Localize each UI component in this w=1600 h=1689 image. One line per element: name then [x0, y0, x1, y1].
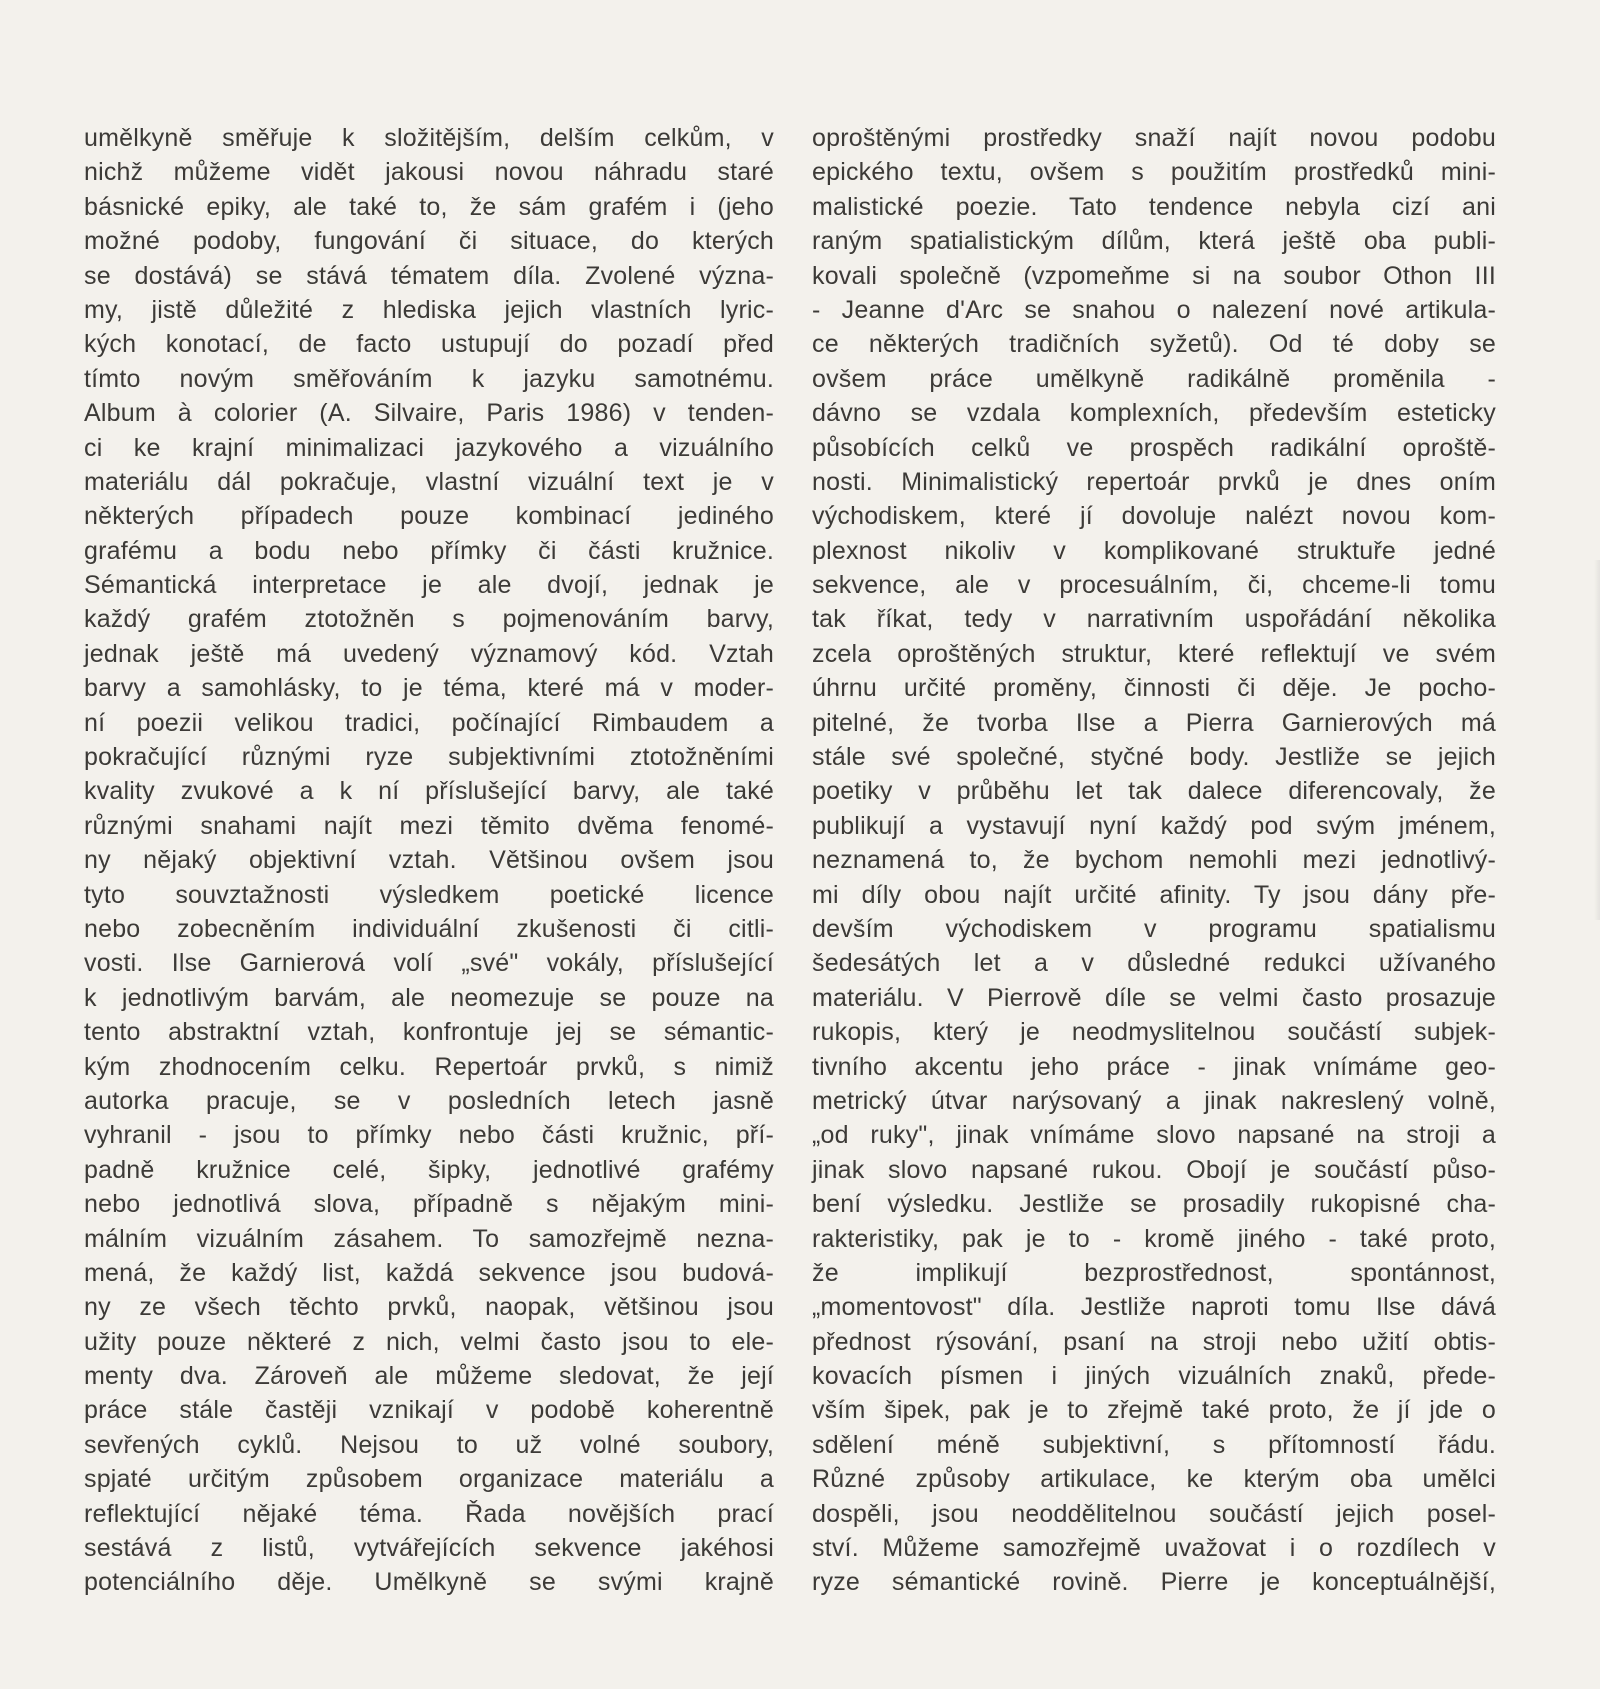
text-line: pokračující různými ryze subjektivními ztotožněními — [84, 743, 774, 772]
text-line: sevřených cyklů. Nejsou to už volné soubory, — [84, 1430, 774, 1459]
text-line: kých konotací, de facto ustupují do pozadí před — [84, 330, 774, 359]
text-line: některých případech pouze kombinací jediného — [84, 502, 774, 531]
text-line: rukopis, který je neodmyslitelnou součástí subjek- — [812, 1018, 1496, 1047]
text-line: nosti. Minimalistický repertoár prvků je dnes oním — [812, 467, 1496, 496]
text-line: možné podoby, fungování či situace, do kterých — [84, 227, 774, 256]
text-line: úhrnu určité proměny, činnosti či děje. Je pocho- — [812, 674, 1496, 703]
text-line: jinak slovo napsané rukou. Obojí je součástí půso- — [812, 1155, 1496, 1184]
text-line: materiálu. V Pierrově díle se velmi často prosazuje — [812, 983, 1496, 1012]
text-line: Různé způsoby artikulace, ke kterým oba umělci — [812, 1465, 1496, 1494]
right-text-column — [812, 121, 1496, 1600]
text-line: vším šipek, pak je to zřejmě také proto, že jí jde o — [812, 1396, 1496, 1425]
text-line: Album à colorier (A. Silvaire, Paris 1986) v tenden- — [84, 399, 774, 428]
text-line: že implikují bezprostřednost, spontánnost, — [812, 1258, 1496, 1287]
text-line: kým zhodnocením celku. Repertoár prvků, s nimiž — [84, 1052, 774, 1081]
text-line: šedesátých let a v důsledné redukci užívaného — [812, 949, 1496, 978]
text-line: epického textu, ovšem s použitím prostředků mini- — [812, 158, 1496, 187]
text-line: sekvence, ale v procesuálním, či, chceme-li tomu — [812, 571, 1496, 600]
text-line: různými snahami najít mezi těmito dvěma fenomé- — [84, 811, 774, 840]
text-line: oproštěnými prostředky snaží najít novou podobu — [812, 124, 1496, 152]
text-line: ní poezii velikou tradici, počínající Rimbaudem a — [84, 708, 774, 737]
text-line: my, jistě důležité z hlediska jejich vlastních lyric- — [84, 295, 774, 324]
text-line: ovšem práce umělkyně radikálně proměnila - — [812, 364, 1496, 393]
text-line: tak říkat, tedy v narrativním uspořádání několika — [812, 605, 1496, 634]
text-line: „momentovost" díla. Jestliže naproti tomu Ilse dává — [812, 1293, 1496, 1322]
text-line: kovali společně (vzpomeňme si na soubor Othon III — [812, 261, 1496, 290]
text-line: tímto novým směřováním k jazyku samotnému. — [84, 364, 774, 393]
text-line: zcela oproštěných struktur, které reflektují ve svém — [812, 639, 1496, 668]
text-line: sdělení méně subjektivní, s přítomností řádu. — [812, 1430, 1496, 1459]
text-line: práce stále častěji vznikají v podobě koherentně — [84, 1396, 774, 1425]
text-line: vosti. Ilse Garnierová volí „své" vokály, příslušející — [84, 949, 774, 978]
text-line: ci ke krajní minimalizaci jazykového a vizuálního — [84, 433, 774, 462]
text-line: menty dva. Zároveň ale můžeme sledovat, že její — [84, 1362, 774, 1391]
text-line: stále své společné, styčné body. Jestliže se jejich — [812, 743, 1496, 772]
text-line: „od ruky", jinak vnímáme slovo napsané na stroji a — [812, 1121, 1496, 1150]
text-line: tento abstraktní vztah, konfrontuje jej se sémantic- — [84, 1018, 774, 1047]
text-line: potenciálního děje. Umělkyně se svými krajně — [84, 1568, 774, 1597]
text-line: kovacích písmen i jiných vizuálních znaků, přede- — [812, 1362, 1496, 1391]
text-line: metrický útvar narýsovaný a jinak nakreslený volně, — [812, 1086, 1496, 1115]
text-line: nichž můžeme vidět jakousi novou náhradu staré — [84, 158, 774, 187]
text-line: barvy a samohlásky, to je téma, které má v moder- — [84, 674, 774, 703]
text-line: rakteristiky, pak je to - kromě jiného - také proto, — [812, 1224, 1496, 1253]
text-line: poetiky v průběhu let tak dalece diferencovaly, že — [812, 777, 1496, 806]
text-line: neznamená to, že bychom nemohli mezi jednotlivý- — [812, 846, 1496, 875]
text-line: dospěli, jsou neoddělitelnou součástí jejich posel- — [812, 1499, 1496, 1528]
text-line: spjaté určitým způsobem organizace materiálu a — [84, 1465, 774, 1494]
text-line: přednost rýsování, psaní na stroji nebo užití obtis- — [812, 1327, 1496, 1356]
text-line: devším východiskem v programu spatialismu — [812, 914, 1496, 943]
text-line: Sémantická interpretace je ale dvojí, jednak je — [84, 571, 774, 600]
text-line: umělkyně směřuje k složitějším, delším celkům, v — [84, 124, 774, 152]
text-line: mi díly obou najít určité afinity. Ty jsou dány pře- — [812, 880, 1496, 909]
text-line: pitelné, že tvorba Ilse a Pierra Garnierových má — [812, 708, 1496, 737]
text-line: materiálu dál pokračuje, vlastní vizuální text je v — [84, 467, 774, 496]
text-line: mená, že každý list, každá sekvence jsou budová- — [84, 1258, 774, 1287]
text-line: kvality zvukové a k ní příslušející barvy, ale také — [84, 777, 774, 806]
text-line: reflektující nějaké téma. Řada novějších prací — [84, 1499, 774, 1528]
text-line: raným spatialistickým dílům, která ještě oba publi- — [812, 227, 1496, 256]
text-line: malistické poezie. Tato tendence nebyla cizí ani — [812, 192, 1496, 221]
text-line: autorka pracuje, se v posledních letech jasně — [84, 1086, 774, 1115]
text-line: ny nějaký objektivní vztah. Většinou ovšem jsou — [84, 846, 774, 875]
text-line: působících celků ve prospěch radikální oproště- — [812, 433, 1496, 462]
text-line: ryze sémantické rovině. Pierre je konceptuálnější, — [812, 1568, 1496, 1597]
text-line: každý grafém ztotožněn s pojmenováním barvy, — [84, 605, 774, 634]
text-line: málním vizuálním zásahem. To samozřejmě nezna- — [84, 1224, 774, 1253]
text-line: jednak ještě má uvedený významový kód. Vztah — [84, 639, 774, 668]
text-line: dávno se vzdala komplexních, především esteticky — [812, 399, 1496, 428]
text-line: publikují a vystavují nyní každý pod svým jménem, — [812, 811, 1496, 840]
text-line: bení výsledku. Jestliže se prosadily rukopisné cha- — [812, 1190, 1496, 1219]
text-line: nebo jednotlivá slova, případně s nějakým mini- — [84, 1190, 774, 1219]
text-line: plexnost nikoliv v komplikované struktuře jedné — [812, 536, 1496, 565]
text-line: nebo zobecněním individuální zkušenosti či citli- — [84, 914, 774, 943]
text-line: tivního akcentu jeho práce - jinak vnímáme geo- — [812, 1052, 1496, 1081]
text-line: k jednotlivým barvám, ale neomezuje se pouze na — [84, 983, 774, 1012]
text-line: grafému a bodu nebo přímky či části kružnice. — [84, 536, 774, 565]
text-line: tyto souvztažnosti výsledkem poetické licence — [84, 880, 774, 909]
text-line: ce některých tradičních syžetů). Od té doby se — [812, 330, 1496, 359]
text-line: vyhranil - jsou to přímky nebo části kružnic, pří- — [84, 1121, 774, 1150]
page-edge-shadow — [1594, 560, 1600, 920]
text-line: padně kružnice celé, šipky, jednotlivé grafémy — [84, 1155, 774, 1184]
text-line: užity pouze některé z nich, velmi často jsou to ele- — [84, 1327, 774, 1356]
text-line: - Jeanne d'Arc se snahou o nalezení nové artikula- — [812, 295, 1496, 324]
text-line: východiskem, které jí dovoluje nalézt novou kom- — [812, 502, 1496, 531]
text-line: básnické epiky, ale také to, že sám grafém i (jeho — [84, 192, 774, 221]
text-line: ny ze všech těchto prvků, naopak, většinou jsou — [84, 1293, 774, 1322]
text-line: sestává z listů, vytvářejících sekvence jakéhosi — [84, 1534, 774, 1563]
left-text-column — [84, 121, 774, 1600]
text-line: se dostává) se stává tématem díla. Zvolené význa- — [84, 261, 774, 290]
text-line: ství. Můžeme samozřejmě uvažovat i o rozdílech v — [812, 1534, 1496, 1563]
